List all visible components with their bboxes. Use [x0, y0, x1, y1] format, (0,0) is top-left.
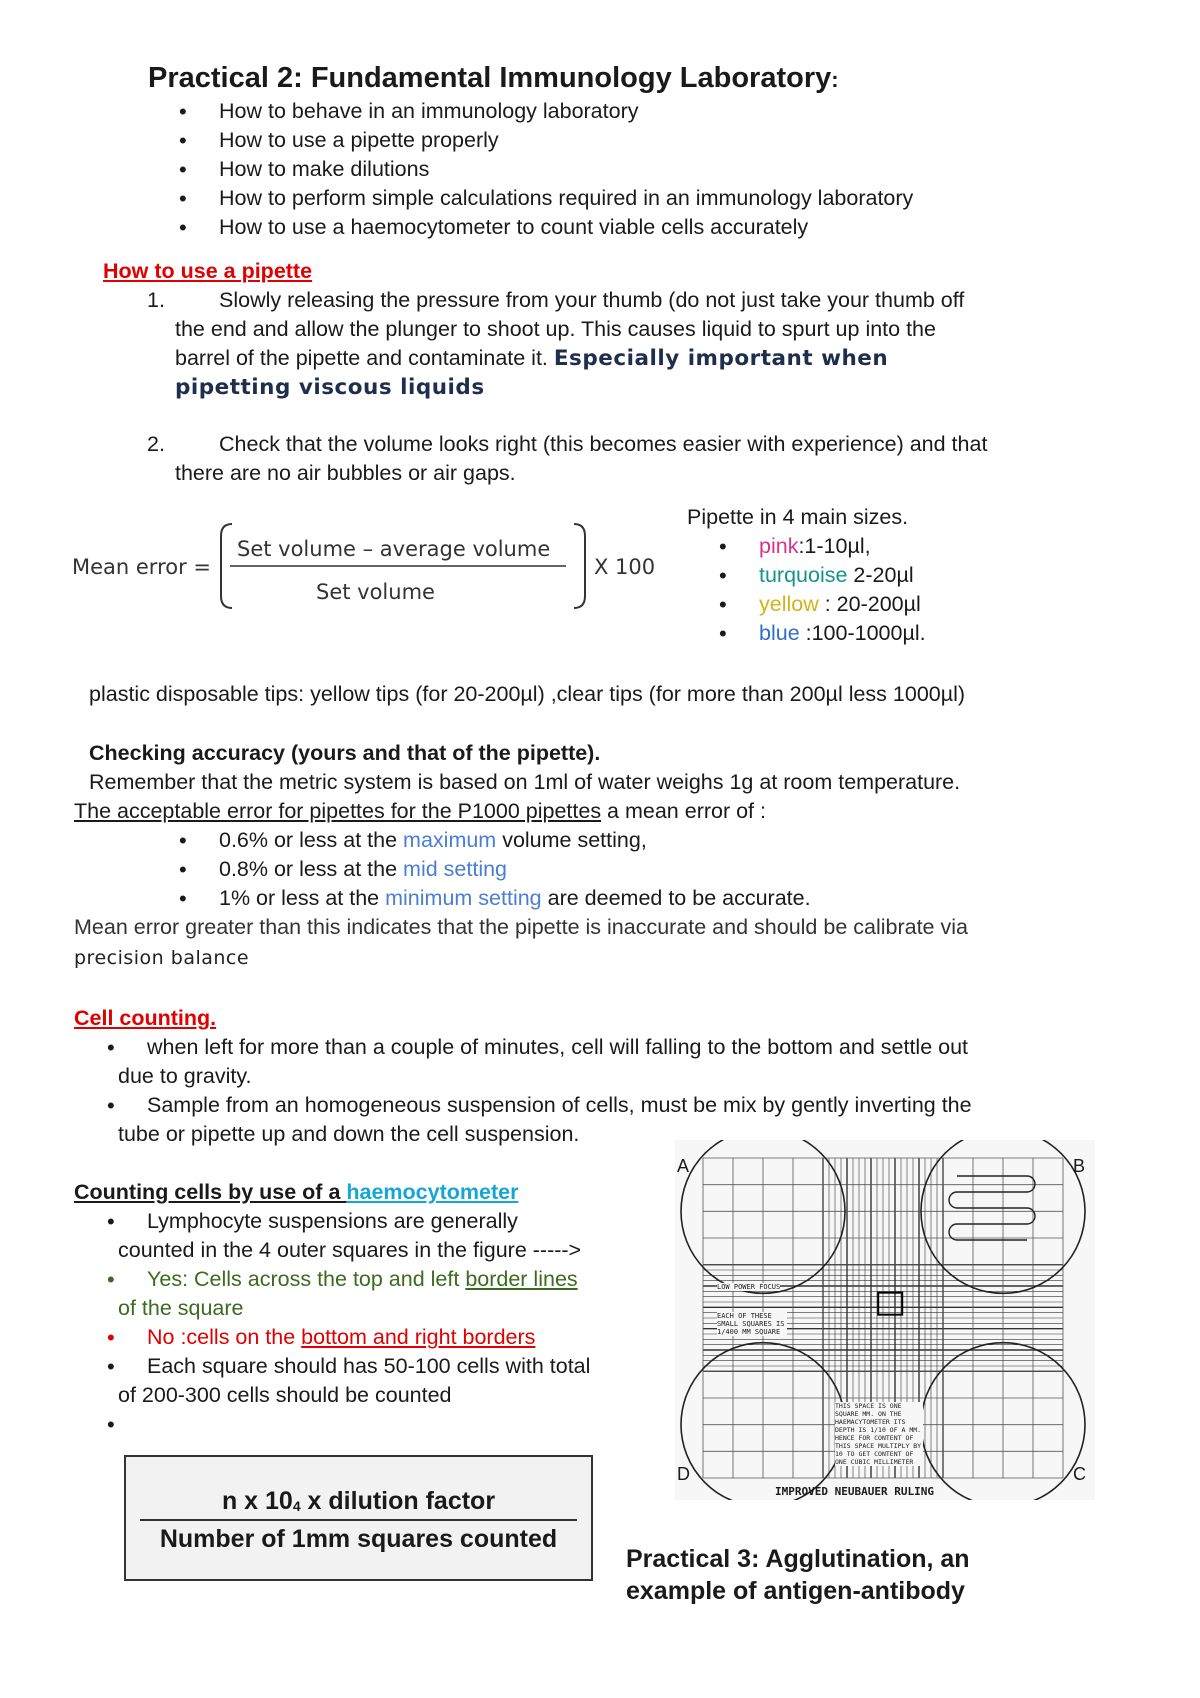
corner-label-c: C: [1073, 1464, 1086, 1484]
step-text: barrel of the pipette and contaminate it. Especially important when: [175, 346, 889, 371]
cell-counting-text: tube or pipette up and down the cell suspension.: [118, 1122, 580, 1146]
grid-square-mm-note: THIS SPACE IS ONE SQUARE MM. ON THE HAEMACYTOMETER ITS DEPTH IS 1/10 OF A MM. HENCE FOR CONTENT OF THIS SPACE MULTIPLY BY 10 TO GET CONTENT OF ONE CUBIC MILLIMETER: [835, 1402, 922, 1466]
step-number: 1.: [147, 288, 165, 312]
formula-multiplier: X 100: [594, 555, 656, 579]
accuracy-item: • 1% or less at the minimum setting are deemed to be accurate.: [219, 884, 811, 913]
objective-item: • How to behave in an immunology laboratory: [219, 97, 638, 126]
haemocytometer-heading: Counting cells by use of a haemocytometer: [74, 1180, 519, 1204]
accuracy-item: • 0.6% or less at the maximum volume setting,: [219, 826, 647, 855]
emphasis-text: Especially important when: [553, 346, 889, 371]
formula-divider: [140, 1519, 577, 1521]
haemocytometer-text: of 200-300 cells should be counted: [118, 1383, 452, 1407]
accuracy-text: Remember that the metric system is based on 1ml of water weighs 1g at room temperature.: [89, 770, 961, 794]
haemocytometer-item: • Each square should has 50-100 cells with total: [147, 1352, 590, 1381]
objective-item: • How to use a pipette properly: [219, 126, 499, 155]
step-text: Slowly releasing the pressure from your thumb (do not just take your thumb off: [219, 288, 965, 312]
step-text: there are no air bubbles or air gaps.: [175, 461, 516, 485]
grid-caption: IMPROVED NEUBAUER RULING: [775, 1485, 934, 1498]
corner-label-a: A: [677, 1156, 690, 1176]
tips-text: plastic disposable tips: yellow tips (for 20-200µl) ,clear tips (for more than 200µl less 1000µl): [89, 682, 966, 706]
accuracy-text: precision balance: [74, 947, 250, 969]
formula-label: Mean error =: [72, 555, 212, 579]
step-text: the end and allow the plunger to shoot up. This causes liquid to spurt up into the: [175, 317, 936, 341]
pipette-heading: How to use a pipette: [103, 259, 313, 283]
next-practical-title: example of antigen-antibody: [626, 1577, 965, 1605]
counting-path: [949, 1176, 1035, 1240]
pipette-size-item: • yellow : 20-200µl: [759, 590, 921, 619]
pipette-sizes-heading: Pipette in 4 main sizes.: [687, 505, 909, 529]
objective-item: • How to make dilutions: [219, 155, 429, 184]
haemocytometer-grid-figure: [675, 1140, 1095, 1500]
page-title: Practical 2: Fundamental Immunology Laboratory:: [148, 62, 839, 94]
emphasis-text: pipetting viscous liquids: [175, 375, 485, 400]
haemocytometer-item: • No :cells on the bottom and right borders: [147, 1323, 535, 1352]
haemocytometer-item: • Lymphocyte suspensions are generally: [147, 1207, 518, 1236]
accuracy-item: • 0.8% or less at the mid setting: [219, 855, 507, 884]
grid-small-square-note: EACH OF THESE SMALL SQUARES IS 1/400 MM SQUARE: [717, 1312, 787, 1336]
next-practical-title: Practical 3: Agglutination, an: [626, 1545, 970, 1573]
cell-counting-item: • when left for more than a couple of minutes, cell will falling to the bottom and settle out: [147, 1033, 968, 1062]
formula-numerator: Set volume – average volume: [237, 537, 551, 561]
step-number: 2.: [147, 432, 165, 456]
haemocytometer-item: • Yes: Cells across the top and left border lines: [147, 1265, 578, 1294]
pipette-size-item: • turquoise 2-20µl: [759, 561, 914, 590]
step-text: Check that the volume looks right (this becomes easier with experience) and that: [219, 432, 988, 456]
formula-denominator: Number of 1mm squares counted: [159, 1525, 558, 1553]
cell-count-formula: [124, 1455, 593, 1581]
accuracy-heading: Checking accuracy (yours and that of the pipette).: [89, 741, 601, 765]
haemocytometer-text: of the square: [118, 1296, 244, 1320]
haemocytometer-text: counted in the 4 outer squares in the figure ----->: [118, 1238, 582, 1262]
cell-counting-item: • Sample from an homogeneous suspension of cells, must be mix by gently inverting the: [147, 1091, 972, 1120]
cell-counting-text: due to gravity.: [118, 1064, 252, 1088]
corner-label-b: B: [1073, 1156, 1086, 1176]
formula-denominator: Set volume: [316, 580, 435, 604]
accuracy-text: The acceptable error for pipettes for the P1000 pipettes a mean error of :: [74, 799, 766, 823]
highlight-square: [878, 1293, 902, 1315]
corner-label-d: D: [677, 1464, 690, 1484]
pipette-size-item: • pink:1-10µl,: [759, 532, 871, 561]
grid-low-power-label: LOW POWER FOCUS: [717, 1283, 781, 1291]
pipette-size-item: • blue :100-1000µl.: [759, 619, 926, 648]
formula-numerator: n x 104 x dilution factor: [221, 1487, 496, 1515]
objective-item: • How to perform simple calculations required in an immunology laboratory: [219, 184, 913, 213]
cell-counting-heading: Cell counting.: [74, 1006, 217, 1030]
objective-item: • How to use a haemocytometer to count viable cells accurately: [219, 213, 808, 242]
accuracy-text: Mean error greater than this indicates that the pipette is inaccurate and should be calibrate via: [74, 915, 968, 939]
